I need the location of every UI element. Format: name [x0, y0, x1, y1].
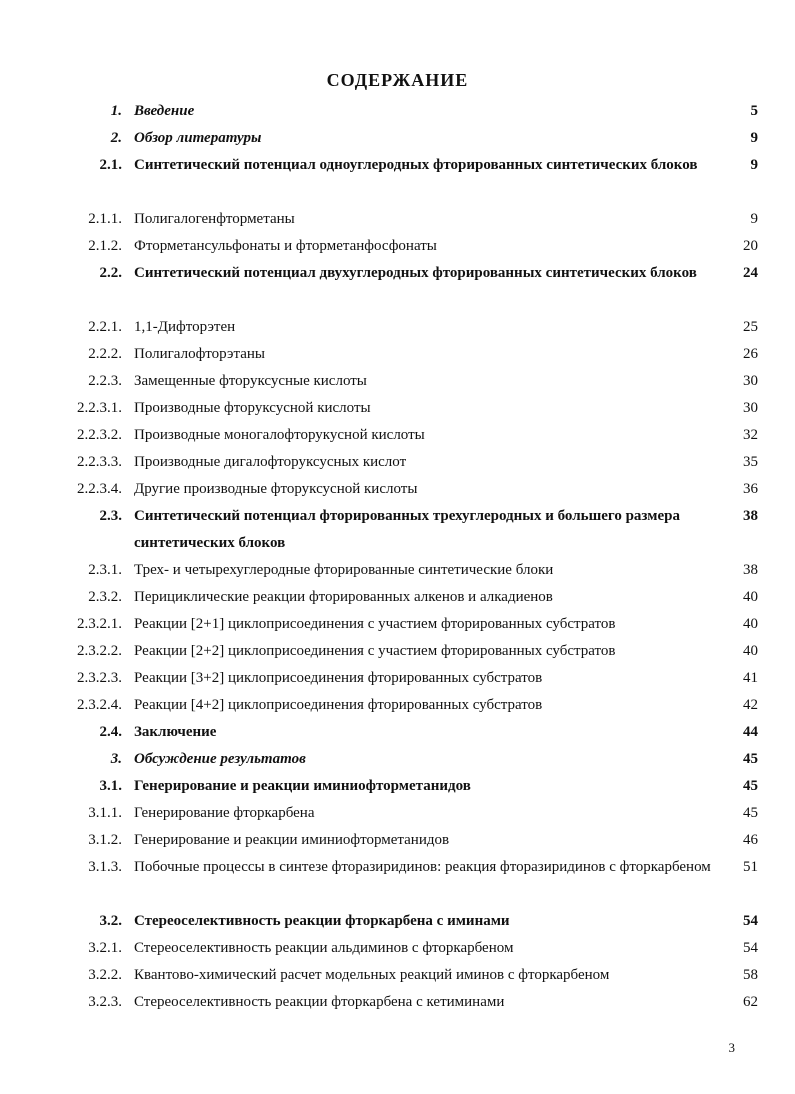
toc-entry-page: 9: [750, 157, 758, 173]
toc-entry-number: 3.: [110, 751, 122, 767]
toc-entry: [0, 505, 795, 559]
toc-entry-title: Генерирование фторкарбена: [134, 805, 315, 821]
toc-entry-number: 2.3.2.3.: [77, 670, 122, 686]
toc-entry-number: 3.2.1.: [88, 940, 122, 956]
toc-entry-number: 2.4.: [99, 724, 122, 740]
toc-entry: [0, 721, 795, 748]
toc-entry-title: Полигалогенфторметаны: [134, 211, 295, 227]
toc-entry: [0, 640, 795, 667]
toc-entry-page: 40: [743, 589, 758, 605]
toc-entry-number: 2.3.2.: [88, 589, 122, 605]
toc-entry: [0, 424, 795, 451]
toc-entry-title: Фторметансульфонаты и фторметанфосфонаты: [134, 238, 437, 254]
toc-entry-page: 51: [743, 859, 758, 875]
toc-entry-title: Стереоселективность реакции фторкарбена с кетиминами: [134, 994, 505, 1010]
toc-entry: [0, 478, 795, 505]
toc-entry-page: 30: [743, 373, 758, 389]
toc-entry-title: Синтетический потенциал одноуглеродных фторированных синтетических блоков: [134, 157, 698, 173]
toc-entry-page: 26: [743, 346, 758, 362]
toc-entry-title: Реакции [2+2] циклоприсоединения с участием фторированных субстратов: [134, 643, 616, 659]
toc-entry-page: 62: [743, 994, 758, 1010]
toc-entry: [0, 262, 795, 316]
toc-entry-page: 38: [743, 562, 758, 578]
toc-entry: [0, 829, 795, 856]
toc-entry-number: 3.2.2.: [88, 967, 122, 983]
toc-entry-number: 2.2.3.4.: [77, 481, 122, 497]
toc-entry-title: Квантово-химический расчет модельных реакций иминов с фторкарбеном: [134, 967, 610, 983]
toc-entry: [0, 559, 795, 586]
toc-entry-number: 3.2.: [99, 913, 122, 929]
toc-entry-page: 25: [743, 319, 758, 335]
toc-entry-page: 45: [743, 778, 758, 794]
toc-entry-page: 46: [743, 832, 758, 848]
toc-entry: [0, 316, 795, 343]
toc-entry-title: Перициклические реакции фторированных алкенов и алкадиенов: [134, 589, 553, 605]
toc-entry: [0, 802, 795, 829]
toc-entry: [0, 100, 795, 127]
toc-entry: [0, 775, 795, 802]
toc-entry-page: 9: [750, 211, 758, 227]
page-number: 3: [728, 1040, 735, 1055]
toc-entry-page: 20: [743, 238, 758, 254]
toc-entry-page: 35: [743, 454, 758, 470]
toc-entry-title: Трех- и четырехуглеродные фторированные синтетические блоки: [134, 562, 554, 578]
toc-entry: [0, 343, 795, 370]
toc-entry-number: 2.3.: [99, 508, 122, 524]
toc-entry-number: 2.1.1.: [88, 211, 122, 227]
toc-entry-number: 1.: [110, 103, 122, 119]
toc-entry-title: Реакции [4+2] циклоприсоединения фторированных субстратов: [134, 697, 543, 713]
toc-entry: [0, 451, 795, 478]
toc-entry-title: Полигалофторэтаны: [134, 346, 265, 362]
toc-entry-title: Введение: [134, 103, 195, 119]
toc-entry-title: Синтетический потенциал двухуглеродных фторированных синтетических блоков: [134, 265, 697, 281]
toc-entry-number: 2.3.1.: [88, 562, 122, 578]
toc-entry-title: Обсуждение результатов: [134, 751, 306, 767]
toc-entry-title: Другие производные фторуксусной кислоты: [134, 481, 418, 497]
toc-entry: [0, 127, 795, 154]
toc-entry-number: 3.2.3.: [88, 994, 122, 1010]
toc-entry-number: 2.: [110, 130, 122, 146]
toc-entry-page: 38: [743, 508, 758, 524]
toc-entry-number: 2.2.3.1.: [77, 400, 122, 416]
toc-entry-number: 2.2.3.3.: [77, 454, 122, 470]
toc-entry-number: 3.1.2.: [88, 832, 122, 848]
toc-entry-number: 2.3.2.2.: [77, 643, 122, 659]
toc-entry-page: 54: [743, 940, 758, 956]
toc-entry-title: Генерирование и реакции иминиофторметанидов: [134, 832, 450, 848]
toc-entry-page: 36: [743, 481, 758, 497]
toc-entry: [0, 613, 795, 640]
toc-entry-page: 44: [743, 724, 758, 740]
toc-entry: [0, 910, 795, 937]
toc-entry-number: 3.1.1.: [88, 805, 122, 821]
toc-entry-title: Замещенные фторуксусные кислоты: [134, 373, 367, 389]
toc-entry-page: 58: [743, 967, 758, 983]
toc-entry-title: Производные моногалофторукусной кислоты: [134, 427, 425, 443]
toc-entry: [0, 856, 795, 910]
toc-entry-number: 2.2.2.: [88, 346, 122, 362]
toc-entry: [0, 937, 795, 964]
toc-entry-title: Синтетический потенциал фторированных трехуглеродных и большего размера синтетических блоков: [134, 508, 680, 551]
toc-entry: [0, 667, 795, 694]
toc-entry: [0, 154, 795, 208]
toc-entry-page: 45: [743, 751, 758, 767]
toc-entry-number: 2.1.2.: [88, 238, 122, 254]
toc-entry-title: Стереоселективность реакции фторкарбена с иминами: [134, 913, 510, 929]
toc-entry-title: Стереоселективность реакции альдиминов с фторкарбеном: [134, 940, 514, 956]
toc-entry: [0, 235, 795, 262]
toc-entry-number: 3.1.: [99, 778, 122, 794]
toc-entry-title: Обзор литературы: [134, 130, 262, 146]
toc-entry-number: 2.2.3.2.: [77, 427, 122, 443]
toc-entry-number: 2.2.3.: [88, 373, 122, 389]
toc-entry-title: Производные дигалофторуксусных кислот: [134, 454, 407, 470]
toc-entry-page: 32: [743, 427, 758, 443]
toc-entry-page: 40: [743, 616, 758, 632]
toc-entry-number: 3.1.3.: [88, 859, 122, 875]
toc-entry-page: 45: [743, 805, 758, 821]
toc-entry-title: 1,1-Дифторэтен: [134, 319, 236, 335]
page-title: СОДЕРЖАНИЕ: [326, 70, 469, 90]
toc-entry: [0, 694, 795, 721]
toc-entry: [0, 397, 795, 424]
toc-entry: [0, 370, 795, 397]
toc-entry: [0, 991, 795, 1018]
toc-entry-number: 2.2.1.: [88, 319, 122, 335]
toc-entry-number: 2.2.: [99, 265, 122, 281]
toc-entry-title: Реакции [2+1] циклоприсоединения с участием фторированных субстратов: [134, 616, 616, 632]
toc-entry-title: Производные фторуксусной кислоты: [134, 400, 371, 416]
toc-entry-title: Побочные процессы в синтезе фторазиридинов: реакция фторазиридинов с фторкарбеном: [134, 859, 711, 875]
toc-entry-page: 54: [743, 913, 758, 929]
toc-entry-title: Реакции [3+2] циклоприсоединения фторированных субстратов: [134, 670, 543, 686]
toc-entry: [0, 208, 795, 235]
toc-entry-number: 2.3.2.1.: [77, 616, 122, 632]
toc-entry-page: 42: [743, 697, 758, 713]
toc-entry-page: 30: [743, 400, 758, 416]
toc-entry-number: 2.3.2.4.: [77, 697, 122, 713]
toc-entry-title: Генерирование и реакции иминиофторметанидов: [134, 778, 471, 794]
toc-entry-page: 41: [743, 670, 758, 686]
toc-entry: [0, 586, 795, 613]
toc-entry-page: 40: [743, 643, 758, 659]
toc-entry: [0, 748, 795, 775]
toc-entry-page: 9: [750, 130, 758, 146]
toc-entry-page: 5: [750, 103, 758, 119]
toc-entry-page: 24: [743, 265, 758, 281]
toc-entry-title: Заключение: [134, 724, 217, 740]
toc-entry-number: 2.1.: [99, 157, 122, 173]
toc-entry: [0, 964, 795, 991]
